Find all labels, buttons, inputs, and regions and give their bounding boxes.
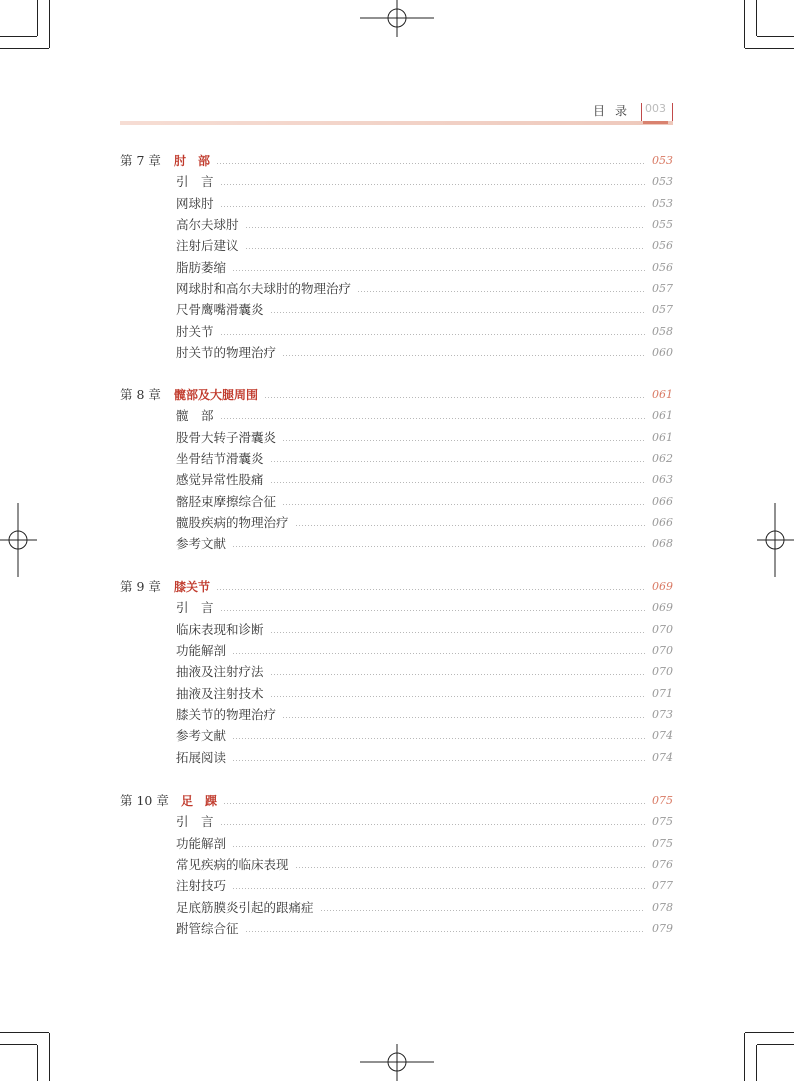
toc-chapter-row[interactable] (120, 792, 673, 810)
toc-chapter-row[interactable] (120, 578, 673, 596)
dot-leader (282, 504, 645, 505)
entry-title: 引 言 (176, 814, 214, 829)
registration-target-bottom (360, 1044, 434, 1081)
entry-title: 高尔夫球肘 (176, 217, 239, 232)
dot-leader (216, 589, 645, 590)
toc-entry-row[interactable] (120, 471, 673, 489)
dot-leader (270, 632, 645, 633)
toc-entry-row[interactable] (120, 323, 673, 341)
chapter-title: 膝关节 (174, 580, 211, 594)
entry-title: 足底筋膜炎引起的跟痛症 (176, 900, 314, 915)
dot-leader (282, 717, 645, 718)
entry-page-number: 071 (652, 687, 673, 700)
dot-leader (270, 482, 645, 483)
chapter-page-number: 053 (652, 154, 673, 167)
entry-page-number: 055 (652, 218, 673, 231)
entry-page-number: 068 (652, 537, 673, 550)
dot-leader (295, 867, 645, 868)
entry-title: 参考文献 (176, 536, 227, 551)
registration-target-top (360, 0, 434, 37)
entry-title: 股骨大转子滑囊炎 (176, 430, 277, 445)
entry-page-number: 069 (652, 601, 673, 614)
entry-title: 髋股疾病的物理治疗 (176, 515, 289, 530)
toc-entry-row[interactable] (120, 344, 673, 362)
toc-entry-row[interactable] (120, 514, 673, 532)
chapter-title: 髋部及大腿周围 (174, 388, 259, 402)
toc-entry-row[interactable] (120, 877, 673, 895)
toc-chapter-row[interactable] (120, 386, 673, 404)
entry-title: 引 言 (176, 600, 214, 615)
entry-title: 髋 部 (176, 408, 214, 423)
dot-leader (320, 910, 645, 911)
chapter-label: 第 9 章 (120, 579, 161, 594)
dot-leader (216, 163, 645, 164)
entry-page-number: 058 (652, 325, 673, 338)
toc-entry-row[interactable] (120, 173, 673, 191)
entry-page-number: 074 (652, 729, 673, 742)
entry-title: 功能解剖 (176, 643, 227, 658)
dot-leader (264, 397, 645, 398)
dot-leader (220, 418, 645, 419)
entry-page-number: 061 (652, 409, 673, 422)
entry-page-number: 070 (652, 665, 673, 678)
entry-page-number: 075 (652, 837, 673, 850)
entry-page-number: 076 (652, 858, 673, 871)
entry-title: 肘关节的物理治疗 (176, 345, 277, 360)
chapter-title: 肘 部 (174, 154, 211, 168)
toc-entry-row[interactable] (120, 899, 673, 917)
toc-entry-row[interactable] (120, 407, 673, 425)
toc-entry-row[interactable] (120, 642, 673, 660)
running-header (120, 100, 673, 126)
entry-title: 常见疾病的临床表现 (176, 857, 289, 872)
entry-page-number: 079 (652, 922, 673, 935)
toc-entry-row[interactable] (120, 195, 673, 213)
chapter-label: 第 10 章 (120, 793, 169, 808)
chapter-label: 第 7 章 (120, 153, 161, 168)
header-title: 目录 (592, 104, 637, 118)
entry-page-number: 053 (652, 197, 673, 210)
entry-title: 抽液及注射技术 (176, 686, 264, 701)
dot-leader (232, 738, 645, 739)
entry-title: 跗管综合征 (176, 921, 239, 936)
entry-title: 感觉异常性股痛 (176, 472, 264, 487)
entry-page-number: 063 (652, 473, 673, 486)
entry-page-number: 066 (652, 495, 673, 508)
entry-title: 肘关节 (176, 324, 214, 339)
header-divider (641, 103, 642, 122)
chapter-page-number: 061 (652, 388, 673, 401)
chapter-title: 足 踝 (181, 794, 218, 808)
entry-page-number: 077 (652, 879, 673, 892)
entry-page-number: 056 (652, 239, 673, 252)
dot-leader (220, 610, 645, 611)
entry-title: 临床表现和诊断 (176, 622, 264, 637)
toc-entry-row[interactable] (120, 301, 673, 319)
entry-title: 拓展阅读 (176, 750, 227, 765)
chapter-label: 第 8 章 (120, 387, 161, 402)
toc-entry-row[interactable] (120, 835, 673, 853)
toc-entry-row[interactable] (120, 706, 673, 724)
dot-leader (220, 184, 645, 185)
entry-title: 引 言 (176, 174, 214, 189)
dot-leader (270, 696, 645, 697)
toc-chapter-row[interactable] (120, 152, 673, 170)
entry-page-number: 070 (652, 644, 673, 657)
dot-leader (295, 525, 645, 526)
toc-entry-row[interactable] (120, 727, 673, 745)
entry-title: 参考文献 (176, 728, 227, 743)
toc-entry-row[interactable] (120, 920, 673, 938)
entry-page-number: 074 (652, 751, 673, 764)
dot-leader (232, 546, 645, 547)
toc-entry-row[interactable] (120, 280, 673, 298)
entry-page-number: 078 (652, 901, 673, 914)
chapter-page-number: 069 (652, 580, 673, 593)
toc-entry-row[interactable] (120, 237, 673, 255)
dot-leader (220, 206, 645, 207)
entry-title: 网球肘 (176, 196, 214, 211)
dot-leader (220, 334, 645, 335)
toc-entry-row[interactable] (120, 663, 673, 681)
entry-title: 注射后建议 (176, 238, 239, 253)
dot-leader (270, 461, 645, 462)
dot-leader (270, 674, 645, 675)
dot-leader (357, 291, 645, 292)
dot-leader (270, 312, 645, 313)
toc-entry-row[interactable] (120, 429, 673, 447)
entry-page-number: 057 (652, 303, 673, 316)
chapter-page-number: 075 (652, 794, 673, 807)
toc-entry-row[interactable] (120, 535, 673, 553)
toc-entry-row[interactable] (120, 259, 673, 277)
dot-leader (232, 846, 645, 847)
entry-title: 尺骨鹰嘴滑囊炎 (176, 302, 264, 317)
header-divider-right (672, 103, 673, 122)
header-page-number: 003 (645, 102, 666, 115)
toc-entry-row[interactable] (120, 450, 673, 468)
header-band (120, 121, 673, 125)
page-number-underline (643, 121, 668, 124)
dot-leader (282, 440, 645, 441)
entry-page-number: 060 (652, 346, 673, 359)
registration-target-right (757, 503, 794, 577)
toc-entry-row[interactable] (120, 621, 673, 639)
entry-title: 脂肪萎缩 (176, 260, 227, 275)
entry-page-number: 070 (652, 623, 673, 636)
toc-entry-row[interactable] (120, 856, 673, 874)
dot-leader (232, 888, 645, 889)
toc-entry-row[interactable] (120, 599, 673, 617)
dot-leader (232, 760, 645, 761)
dot-leader (220, 824, 645, 825)
dot-leader (282, 355, 645, 356)
entry-page-number: 075 (652, 815, 673, 828)
entry-title: 抽液及注射疗法 (176, 664, 264, 679)
entry-title: 膝关节的物理治疗 (176, 707, 277, 722)
toc-entry-row[interactable] (120, 749, 673, 767)
toc-entry-row[interactable] (120, 216, 673, 234)
entry-page-number: 056 (652, 261, 673, 274)
toc-entry-row[interactable] (120, 493, 673, 511)
dot-leader (245, 248, 645, 249)
entry-page-number: 073 (652, 708, 673, 721)
toc-entry-row[interactable] (120, 813, 673, 831)
entry-title: 髂胫束摩擦综合征 (176, 494, 277, 509)
entry-page-number: 057 (652, 282, 673, 295)
toc-entry-row[interactable] (120, 685, 673, 703)
entry-title: 网球肘和高尔夫球肘的物理治疗 (176, 281, 352, 296)
registration-target-left (0, 503, 37, 577)
entry-page-number: 061 (652, 431, 673, 444)
dot-leader (245, 227, 645, 228)
entry-title: 坐骨结节滑囊炎 (176, 451, 264, 466)
entry-title: 注射技巧 (176, 878, 227, 893)
entry-page-number: 053 (652, 175, 673, 188)
entry-page-number: 066 (652, 516, 673, 529)
dot-leader (232, 653, 645, 654)
dot-leader (245, 931, 645, 932)
entry-page-number: 062 (652, 452, 673, 465)
dot-leader (223, 803, 645, 804)
entry-title: 功能解剖 (176, 836, 227, 851)
dot-leader (232, 270, 645, 271)
